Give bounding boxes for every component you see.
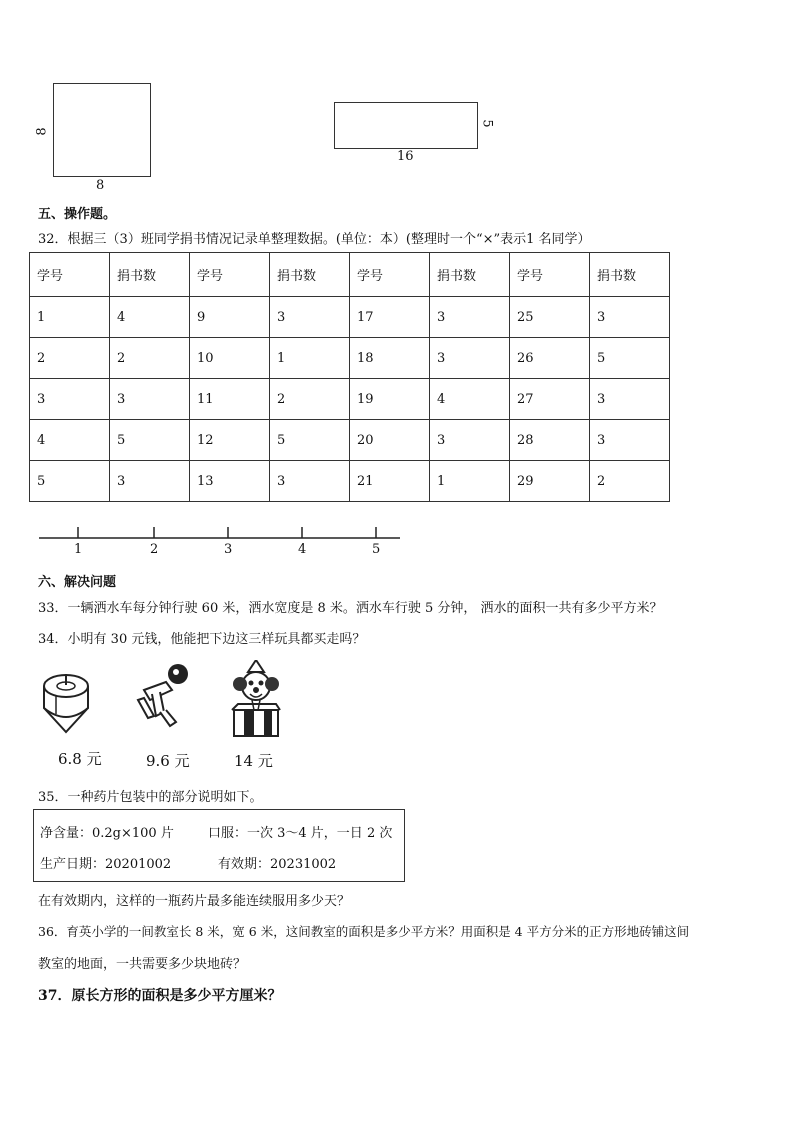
table-cell: 2 [590,461,670,502]
question-36: 36．育英小学的一间教室长 8 米，宽 6 米，这间教室的面积是多少平方米？用面积是 4 平方分米的正方形地砖铺这间 [38,924,690,939]
table-header: 捐书数 [430,253,510,297]
table-cell: 3 [270,297,350,338]
table-header: 学号 [30,253,110,297]
square-side-label: 8 [34,127,50,136]
table-cell: 10 [190,338,270,379]
table-cell: 4 [110,297,190,338]
table-cell: 2 [110,338,190,379]
table-cell: 18 [350,338,430,379]
table-cell: 25 [510,297,590,338]
table-cell: 28 [510,420,590,461]
rectangle-side-label: 5 [479,119,495,128]
table-cell: 11 [190,379,270,420]
table-cell: 2 [270,379,350,420]
table-cell: 4 [30,420,110,461]
question-36-continued: 教室的地面，一共需要多少块地砖？ [38,957,247,972]
section6-heading: 六、解决问题 [38,575,117,590]
table-cell: 3 [590,379,670,420]
number-line [38,524,404,560]
rectangle-figure [334,102,478,149]
table-cell: 5 [30,461,110,502]
table-cell: 3 [590,297,670,338]
donation-table [29,252,670,502]
table-cell: 1 [430,461,510,502]
question-34: 34．小明有 30 元钱，他能把下边这三样玩具都买走吗？ [38,632,366,647]
toy-price: 6.8 元 [58,750,102,768]
toy-plane-icon [130,660,194,732]
medicine-net-content: 净含量：0.2g×100 片 [40,826,174,841]
spinning-top-icon [38,666,98,736]
question-35-ask: 在有效期内，这样的一瓶药片最多能连续服用多少天？ [38,894,351,909]
table-cell: 21 [350,461,430,502]
table-cell: 5 [270,420,350,461]
table-cell: 9 [190,297,270,338]
table-cell: 1 [30,297,110,338]
rectangle-bottom-label: 16 [397,149,414,164]
table-cell: 5 [590,338,670,379]
clown-box-icon [220,660,292,740]
table-cell: 29 [510,461,590,502]
table-row [30,461,670,502]
table-header: 捐书数 [270,253,350,297]
table-header: 捐书数 [590,253,670,297]
table-cell: 3 [430,297,510,338]
table-cell: 3 [110,379,190,420]
table-header: 捐书数 [110,253,190,297]
table-row [30,420,670,461]
question-35: 35．一种药片包装中的部分说明如下。 [38,790,263,805]
table-cell: 3 [110,461,190,502]
table-cell: 17 [350,297,430,338]
table-row [30,338,670,379]
table-cell: 26 [510,338,590,379]
table-header-row [30,253,670,297]
table-cell: 3 [590,420,670,461]
table-cell: 5 [110,420,190,461]
table-cell: 13 [190,461,270,502]
table-cell: 27 [510,379,590,420]
table-cell: 12 [190,420,270,461]
table-cell: 19 [350,379,430,420]
table-cell: 1 [270,338,350,379]
number-line-tick-label: 3 [224,542,233,557]
medicine-expiry: 有效期：20231002 [218,857,337,872]
table-cell: 3 [430,420,510,461]
question-37: 37．原长方形的面积是多少平方厘米？ [38,988,282,1004]
square-bottom-label: 8 [96,178,105,193]
number-line-tick-label: 5 [372,542,381,557]
table-header: 学号 [350,253,430,297]
toy-price: 14 元 [234,752,273,770]
question-32: 32．根据三（3）班同学捐书情况记录单整理数据。(单位：本）(整理时一个“×”表示1 名同学） [38,232,591,247]
medicine-production-date: 生产日期：20201002 [40,857,172,872]
table-cell: 3 [430,338,510,379]
table-cell: 3 [30,379,110,420]
table-header: 学号 [190,253,270,297]
table-row [30,297,670,338]
square-figure [53,83,151,177]
table-cell: 3 [270,461,350,502]
toy-price: 9.6 元 [146,752,190,770]
question-33: 33．一辆洒水车每分钟行驶 60 米，洒水宽度是 8 米。洒水车行驶 5 分钟， 洒水的面积一共有多少平方米？ [38,601,663,616]
table-cell: 2 [30,338,110,379]
table-cell: 20 [350,420,430,461]
section5-heading: 五、操作题。 [38,207,117,222]
table-cell: 4 [430,379,510,420]
table-header: 学号 [510,253,590,297]
number-line-tick-label: 2 [150,542,159,557]
number-line-tick-label: 1 [74,542,83,557]
table-row [30,379,670,420]
number-line-tick-label: 4 [298,542,307,557]
medicine-dosage: 口服：一次 3～4 片，一日 2 次 [208,826,393,841]
